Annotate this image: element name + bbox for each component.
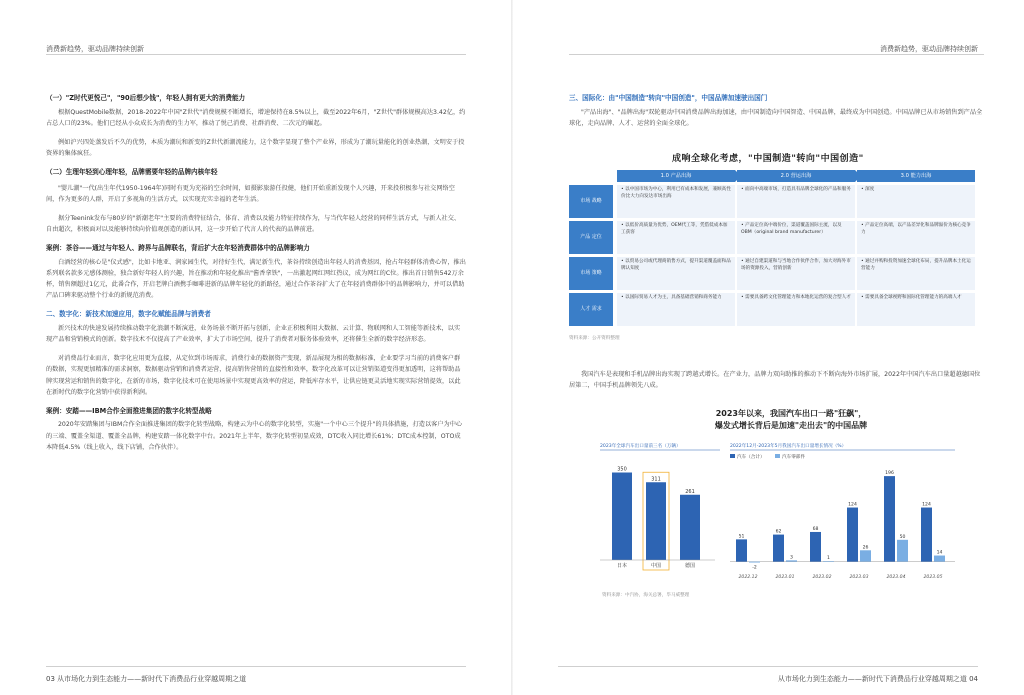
- chart2-category-label: 2023.04: [886, 575, 906, 580]
- paragraph: 根据QuestMobile数据，2018-2022年中国"Z世代"消费规模不断增长，增速保持在8.5%以上，截至2022年6月，"Z世代"群体规模高达3.42亿，约占总人口的23%。他们已经从小众成长为消费的生力军，推动了悦己消费、社群消费、二次元的崛起。: [46, 108, 466, 127]
- table-header: [617, 170, 977, 182]
- left-header: 消费新趋势，驱动品牌持续创新: [46, 45, 144, 53]
- table-cell: • 需要具备跨文化管理能力和本地化运营的复合型人才: [737, 293, 855, 326]
- paragraph: "产品出海"、"品牌出海"双轮驱动中国消费品牌出海加速，由中国制造向中国智造、中国品牌，最终成为中国创造。中国品牌已从市场销售到产品全球化，走向品牌、人才、运营的全面全球化。: [569, 108, 983, 127]
- chart2-value-label: 196: [885, 471, 894, 477]
- right-intro: [569, 93, 984, 129]
- chart1-value-label: 350: [617, 466, 627, 473]
- chart1-bar: [680, 495, 700, 560]
- chart2-value-label: 51: [738, 534, 745, 540]
- table-title: 成响全球化考虑，"中国制造"转向"中国创造": [672, 154, 864, 164]
- chart2-title: 2022年12月-2023年5月我国汽车出口量增长情况（%）: [730, 444, 847, 449]
- chart2-value-label: 14: [936, 550, 943, 556]
- section-title: （二）生理年轻到心理年轻，品牌需要年轻的品牌内核年轻: [46, 168, 218, 177]
- chart2-value-label: 50: [899, 534, 906, 540]
- paragraph: 据分Teenink发布与80岁的"新潮老年"主要的消费特征结合，体育、消费以及能力特征持续作为，与当代年轻人经营的同样生活方式，与新人社交、自由超次，积极面对以及能够持续向价值观创造的新认同，这一步开始了代言人的代表的品牌前进。: [46, 215, 461, 234]
- case-title: 案例：茶谷——通过与年轻人、跨界与品牌联名，背后扩大在年轻消费群体中的品牌影响力: [46, 244, 310, 253]
- chart2-value-label: 124: [848, 502, 857, 508]
- table-cell: • 通过并购和投资加速全球化布局，提升品牌本土化运营能力: [857, 257, 975, 290]
- chart1-bar: [646, 482, 666, 560]
- chart2-value-label: 68: [812, 526, 819, 532]
- chart-source: 资料来源：中汽协，海关总署，毕马威整理: [602, 593, 690, 598]
- section-title-blue: 三、国际化：由"中国制造"转向"中国创造"，中国品牌加速驶出国门: [569, 94, 768, 102]
- chart2-bar: [773, 535, 784, 562]
- right-header: 消费新趋势，驱动品牌持续创新: [880, 45, 978, 53]
- row-label: 市场 战略: [569, 185, 613, 218]
- table-cell: • 产品定位高端，以产品差异化和品牌溢价为核心竞争力: [857, 221, 975, 254]
- footer-divider: [46, 666, 466, 667]
- chart2-category-label: 2023.02: [812, 575, 832, 580]
- chart2-category-label: 2022.12: [738, 575, 758, 580]
- chart2-bar: [786, 560, 797, 561]
- chart2-category-label: 2023.03: [849, 575, 869, 580]
- table-source: 资料来源：公开资料整理: [569, 336, 620, 341]
- table-row: [569, 257, 977, 290]
- table-cell: • 以国际贸易人才为主，具备基础营销和商务能力: [617, 293, 735, 326]
- right-footer: 从市场化力到生态能力——新时代下消费品行业穿越周期之道 04: [777, 675, 978, 683]
- row-label: 产品 定位: [569, 221, 613, 254]
- chart-title-line1: 2023年以来，我国汽车出口一路"狂飙"，: [715, 409, 867, 418]
- chart1-value-label: 261: [685, 488, 695, 495]
- chart2-value-label: 124: [922, 502, 931, 508]
- chart2-bar: [749, 562, 760, 563]
- chart2-bar: [847, 508, 858, 562]
- chart2-category-label: 2023.01: [775, 575, 795, 580]
- table-cell: • 以低价高质量为优势，OEM代工等，凭借低成本加工获客: [617, 221, 735, 254]
- left-footer: 03 从市场化力到生态能力——新时代下消费品行业穿越周期之道: [46, 675, 247, 683]
- table-body: [569, 185, 977, 326]
- right-text-2: [569, 369, 984, 391]
- chart2-value-label: 62: [775, 529, 782, 535]
- chart2-legend-swatch: [730, 454, 735, 458]
- paragraph: 我国汽车是表现和手机品牌出海实现了跨越式增长。在产业力，品牌力双向助推的推动下不断向海外市场扩展，2022年中国汽车出口量超越德国位居第二，中国手机品牌领先八成。: [569, 371, 981, 390]
- paragraph: "婴儿潮"一代(出生年代1950-1964年)同时有更为充裕的空余时间，如摄影旅游任投健，他们开始重新发现个人兴趣，开来投积极参与社交网络空间，作为更多的人群，开启了多视角的生活方式，以实现充实幸福的老年生活。: [46, 184, 455, 203]
- table-col-header: 2.0 营运出海: [737, 170, 855, 182]
- paragraph: 白酒经营的核心是"仪式感"，比如卡地亚、润家园生代，对待好生代，满足新生代，茶谷持续创造出年轻人的消费基因，抢占年轻群体消费心智，推出系列联名款多元感体测验，独合新好年轻人的兴趣，旨在推动和年轻化推出"酱香拿铁"，一出激起网红网红热议，成为网红的C位。推出首日销售542万余杯，销售额超过1亿元，此番合作，开启老牌白酒携手咖啡进新的品牌年轻化的新路径，通过合作茶谷扩大了在年轻消费群体中的品牌影响力，并可以借助产品口碑来驱动整个行业的新规范消费。: [46, 258, 466, 300]
- table-row: [569, 293, 977, 326]
- chart2-legend-label: 汽车零部件: [782, 455, 805, 460]
- chart2-value-label: 1: [827, 556, 830, 562]
- chart2-legend-label: 汽车（合计）: [737, 455, 765, 460]
- chart2-value-label: 26: [862, 545, 869, 551]
- row-label: 人才 需求: [569, 293, 613, 326]
- chart2-bar: [921, 508, 932, 562]
- chart2-bar: [884, 476, 895, 562]
- table-row: [569, 185, 977, 218]
- section-title-blue: 二、数字化：新技术加速应用，数字化赋能品牌与消费者: [46, 310, 211, 319]
- chart2-bar: [860, 550, 871, 561]
- table-cell: • 需要具备全球视野和国际化管理能力的高端人才: [857, 293, 975, 326]
- chart2-value-label: -2: [752, 565, 757, 571]
- table-cell: • 深度: [857, 185, 975, 218]
- table-cell: • 产品定位高中端价位，渠道覆盖国际主流，以及OBM（original brand manufacturer）: [737, 221, 855, 254]
- chart1-category-label: 德国: [684, 563, 696, 569]
- table-cell: • 面向中高端市场，打造具有品牌全球化的产品和服务: [737, 185, 855, 218]
- chart1-bar: [612, 473, 632, 561]
- chart2-bar: [897, 540, 908, 562]
- chart2-bar: [736, 539, 747, 561]
- case-title: 案例：安踏——IBM合作全面推进集团的数字化转型战略: [46, 406, 212, 415]
- paragraph: 对消费品行业而言，数字化应用更为直接，从定位到市场需求，消费行业的数据资产变现，新品展现为相的数据标准，企业要学习当前的消费客户群的数据，实现更加精准的需求洞察，数据驱动营销和消费者运营，提高销售营销的直接性和效率，数字化改革可以让营销渠道变得更加透明，这将帮助品牌实现营运和销售的数字化，在新的市场，数字化技术可在使用场景中实现更高效率的营运，降低库存水平，让供应链更灵活地实现实际营销提效，以此在新时代的数字化营销中获得新利润。: [46, 355, 461, 396]
- paragraph: 例如沪兴四处蒸发后不久的优势，本质为潮玩和新变的Z世代新潮流能力，这个数字显现了整个产业界，形成为了潮玩量能化的创业热潮，文明安于投资界的集体疯狂。: [46, 138, 465, 157]
- chart2-category-label: 2023.05: [923, 575, 943, 580]
- table-cell: • 以贸易公司或代理商销售方式，提升渠道覆盖面和品牌认知度: [617, 257, 735, 290]
- chart1-title: 2023年全球汽车出口量前三名（万辆）: [600, 444, 681, 449]
- table-cell: • 通过自建渠道和与当地合作伙伴合作，加大对海外市场的资源投入，营销创新: [737, 257, 855, 290]
- right-page: [512, 0, 1024, 695]
- left-content: [46, 93, 466, 453]
- row-label: 市场 策略: [569, 257, 613, 290]
- paragraph: 新兴技术的快速发展持续推动数字化浪潮不断演进，业务场景不断开拓与创新，企业正积极利用大数据、云计算、物联网和人工智能等新技术，以实现产品和营销模式的创新。数字技术不仅提高了产业效率，扩大了市场空间，提升了消费者对服务体验效率，还将催生全新的数字经济形态。: [46, 325, 461, 344]
- section-title: （一）"Z时代更悦己"，"90后想少钱"，年轻人拥有更大的消费能力: [46, 94, 246, 102]
- table-cell: • 以中国市场为中心，利用已有成本和发展，兼顾高性价比大力向发达市场出海: [617, 185, 735, 218]
- chart2-bar: [934, 556, 945, 562]
- table-col-header: 3.0 能力出海: [857, 170, 975, 182]
- chart1-value-label: 311: [651, 476, 661, 483]
- chart2-bar: [823, 561, 834, 562]
- header-divider: [569, 54, 984, 55]
- chart1-category-label: 中国: [650, 563, 662, 569]
- export-chart: [600, 440, 960, 590]
- table-col-header: 1.0 产品出海: [617, 170, 735, 182]
- chart2-bar: [810, 532, 821, 562]
- table-row: [569, 221, 977, 254]
- header-divider: [46, 54, 466, 55]
- chart2-legend-swatch: [775, 454, 780, 458]
- chart1-category-label: 日本: [616, 563, 628, 569]
- chart-title-line2: 爆发式增长背后是加速"走出去"的中国品牌: [714, 421, 868, 430]
- paragraph: 2020年安踏集团与IBM合作全面推进集团的数字化转型战略，构建云为中心的数字化转型，实施"一个中心三个提升"的具体措施，打造以客户为中心的三端、覆盖全渠道、覆盖全品牌，构建安踏一体化数字中台。2021年上半年，数字化转型初显成效，DTC收入同比增长61%；DTC成本控制，OTO成本降低4.5%（线上收入，线下店铺，合作伙伴）。: [46, 421, 463, 451]
- globalization-table: [569, 170, 977, 326]
- chart2-value-label: 3: [790, 555, 793, 561]
- chart-title: [646, 408, 936, 432]
- footer-divider: [558, 666, 978, 667]
